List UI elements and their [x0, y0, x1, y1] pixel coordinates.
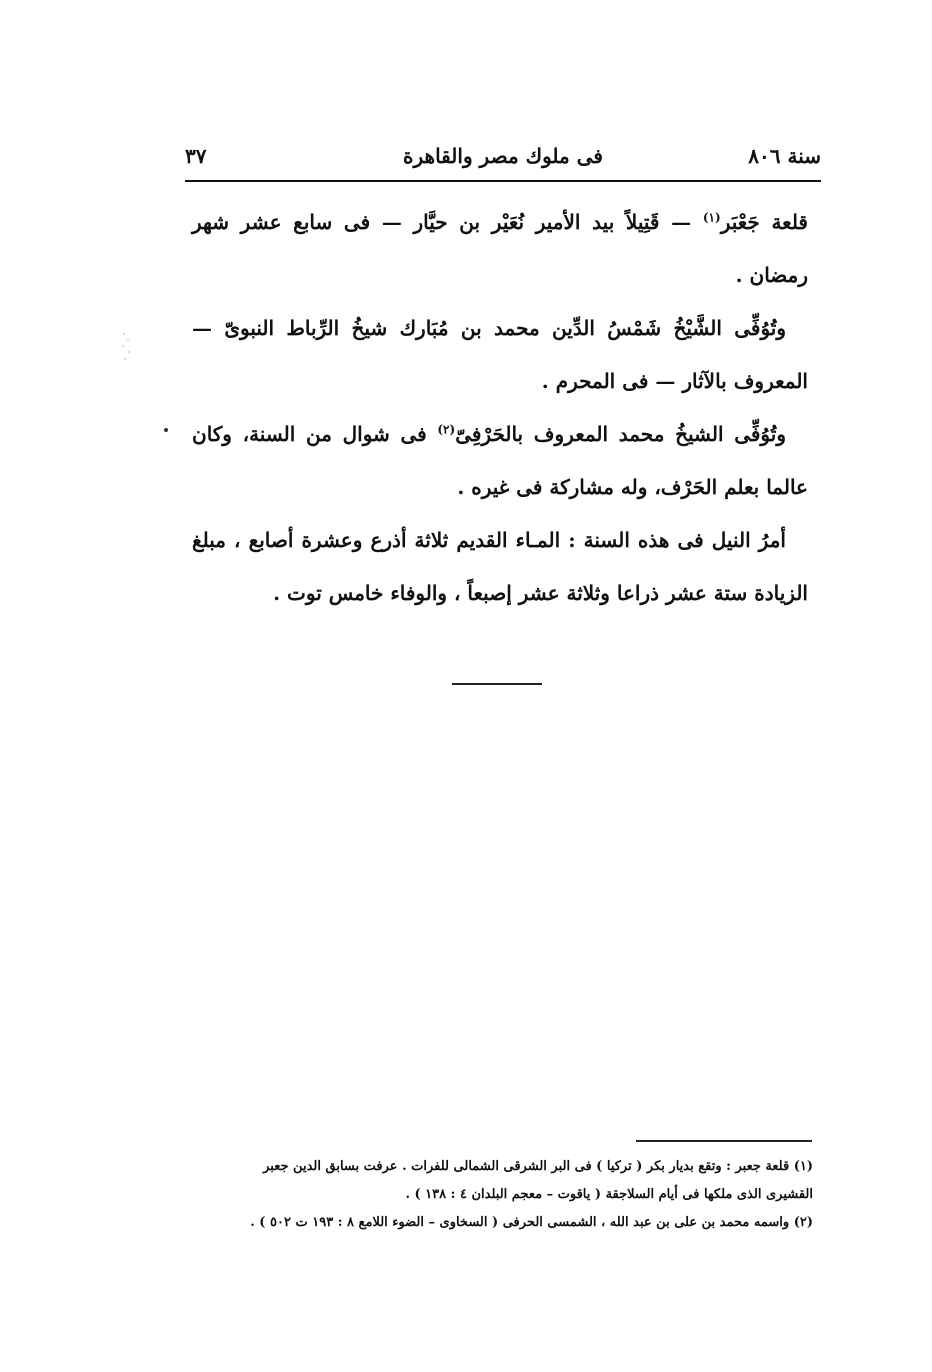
footnote-1-line-1: (١) قلعة جعبر : وتقع بديار بكر ( تركيا ) فى البر الشرقى الشمالى للفرات . عرفت بسابق الدين جعبر — [263, 1159, 813, 1174]
margin-speck — [118, 330, 134, 366]
paragraph-4: أمرُ النيل فى هذه السنة : المـاء القديم ثلاثة أذرع وعشرة أصابع ، مبلغ الزيادة ستة عشر ذراعا وثلاثة عشر إصبعاً ، والوفاء خامس توت . — [192, 528, 808, 605]
paragraph-3-text-before: وتُوُفِّى الشيخُ محمد المعروف بالحَرْفِىّ — [455, 422, 786, 446]
paragraph-2: وتُوُفِّى الشَّيْخُ شَمْسُ الدِّين محمد بن مُبَارك شيخُ الرِّباط النبوىّ — المعروف بالآثار — فى المحرم . — [192, 316, 808, 393]
footnote-2-line-1: (٢) واسمه محمد بن على بن عبد الله ، الشمسى الحرفى ( السخاوى – الضوء اللامع ٨ : ١٩٣ ت ٥٠٢ ) . — [250, 1215, 813, 1230]
footnotes — [185, 1153, 813, 1237]
main-text — [192, 196, 808, 620]
footnote-ref-2: (٢) — [437, 422, 456, 437]
footnote-ref-1: (١) — [702, 210, 721, 225]
paragraph-1-text-before: قلعة جَعْبَر — [720, 210, 808, 234]
paragraph-1-text-after: — قَتِيلاً بيد الأمير نُعَيْر بن حيَّار — فى سابع عشر شهر رمضان . — [192, 210, 808, 287]
paragraph-1 — [192, 196, 808, 302]
margin-mark — [164, 428, 168, 432]
footnote-1-line-2: القشيرى الذى ملكها فى أيام السلاجقة ( ياقوت – معجم البلدان ٤ : ١٣٨ ) . — [405, 1187, 813, 1202]
header-rule — [185, 180, 821, 182]
running-head — [185, 140, 821, 176]
paragraph-3-text-after: فى شوال من السنة، وكان عالما بعلم الحَرْف، وله مشاركة فى غيره . — [192, 422, 808, 499]
running-head-title: فى ملوك مصر والقاهرة — [403, 144, 603, 168]
footnote-rule — [636, 1140, 812, 1142]
section-end-rule — [452, 683, 542, 685]
paragraph-3 — [192, 408, 808, 514]
running-head-year: سنة ٨٠٦ — [748, 144, 821, 168]
page-number: ٣٧ — [185, 144, 207, 168]
